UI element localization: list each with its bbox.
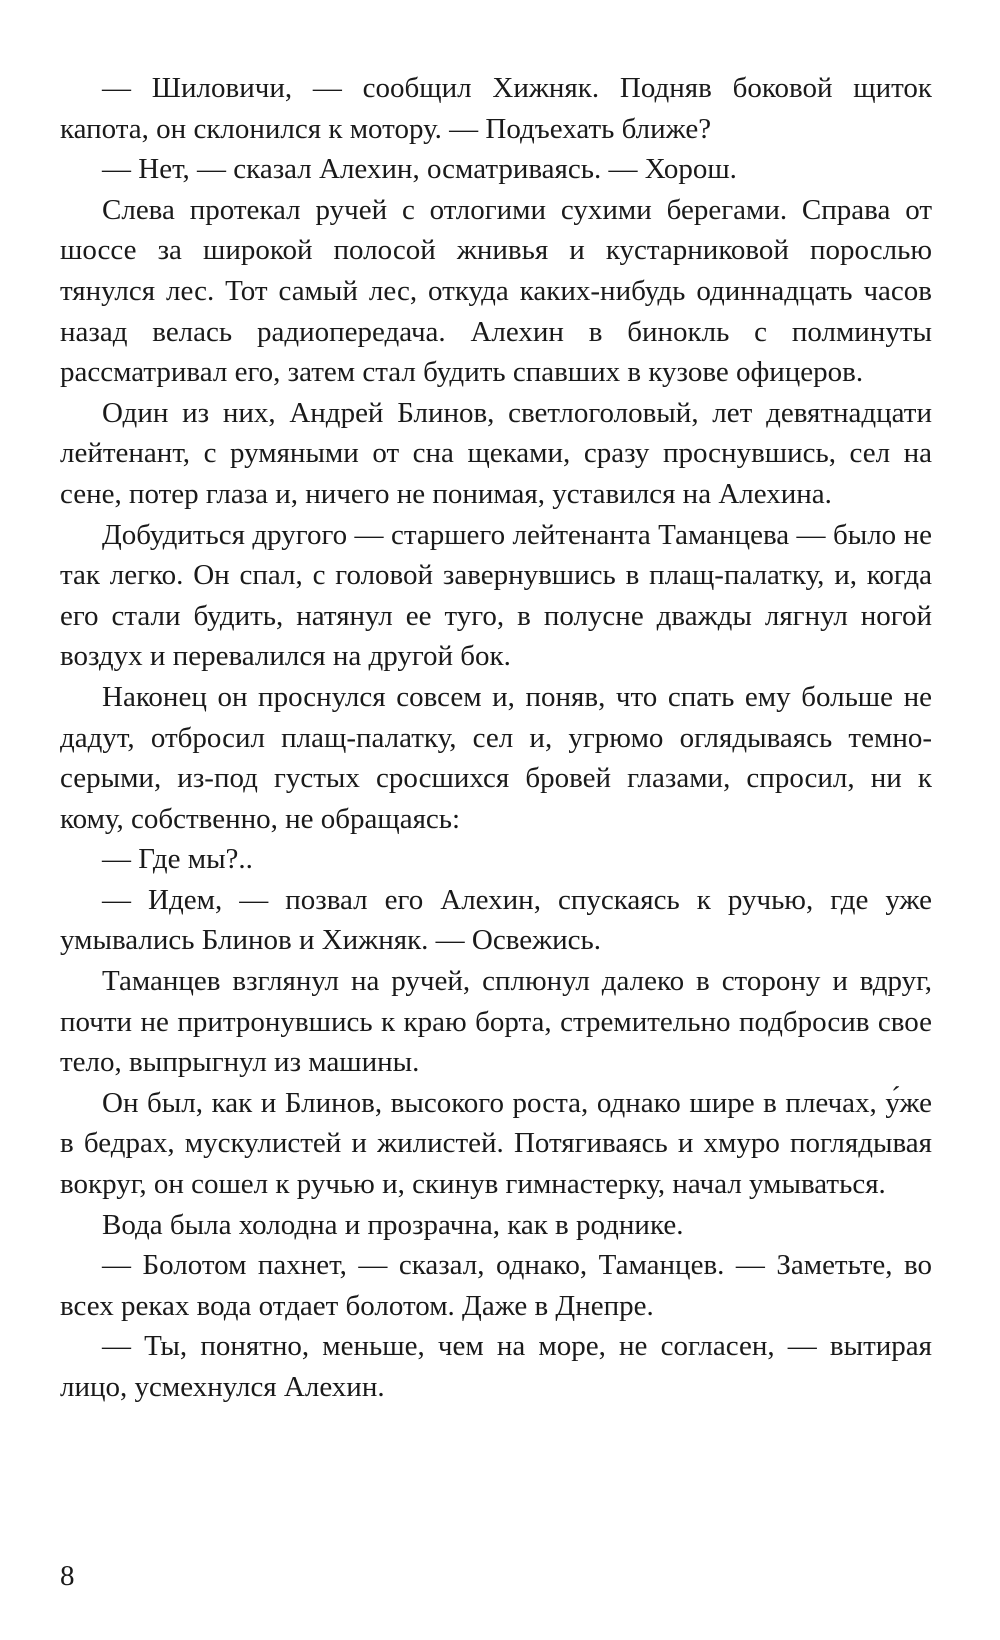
paragraph: Один из них, Андрей Блинов, светлоголовый, лет девятнадцати лейтенант, с румяными от сна щеками, сразу проснувшись, сел на сене, потер глаза и, ничего не понимая, уставился на Алехина. [60, 396, 932, 510]
paragraph: Он был, как и Блинов, высокого роста, однако шире в плечах, у́же в бедрах, мускулистей и жилистей. Потягиваясь и хмуро поглядывая вокруг, он сошел к ручью и, скинув гимнастерку, начал умываться. [60, 1086, 932, 1201]
paragraph: Слева протекал ручей с отлогими сухими берегами. Справа от шоссе за широкой полосой жнивья и кустарниковой порослью тянулся лес. Тот самый лес, откуда каких-нибудь одиннадцать часов назад велась радиопередача. Алехин в бинокль с полминуты рассматривал его, затем стал будить спавших в кузове офицеров. [60, 193, 932, 389]
page-body [60, 68, 932, 1408]
paragraph: Наконец он проснулся совсем и, поняв, что спать ему больше не дадут, отбросил плащ-палатку, сел и, угрюмо оглядываясь темно-серыми, из-под густых сросшихся бровей глазами, спросил, ни к кому, собственно, не обращаясь: [60, 680, 932, 835]
paragraph: — Ты, понятно, меньше, чем на море, не согласен, — вытирая лицо, усмехнулся Алехин. [60, 1330, 932, 1403]
paragraph: — Идем, — позвал его Алехин, спускаясь к ручью, где уже умывались Блинов и Хижняк. — Освежись. [60, 883, 932, 957]
paragraph: — Болотом пахнет, — сказал, однако, Таманцев. — Заметьте, во всех реках вода отдает болотом. Даже в Днепре. [60, 1249, 932, 1322]
paragraph: — Где мы?.. [102, 843, 253, 876]
paragraph: Вода была холодна и прозрачна, как в роднике. [102, 1208, 684, 1241]
paragraph: Таманцев взглянул на ручей, сплюнул далеко в сторону и вдруг, почти не притронувшись к краю борта, стремительно подбросив свое тело, выпрыгнул из машины. [60, 965, 932, 1079]
paragraph: — Нет, — сказал Алехин, осматриваясь. — Хорош. [102, 153, 737, 186]
page-number: 8 [60, 1560, 75, 1592]
paragraph: Добудиться другого — старшего лейтенанта Таманцева — было не так легко. Он спал, с головой завернувшись в плащ-палатку, и, когда его стали будить, натянул ее туго, в полусне дважды лягнул ногой воздух и перевалился на другой бок. [60, 518, 932, 673]
paragraph: — Шиловичи, — сообщил Хижняк. Подняв боковой щиток капота, он склонился к мотору. — Подъехать ближе? [60, 72, 932, 145]
